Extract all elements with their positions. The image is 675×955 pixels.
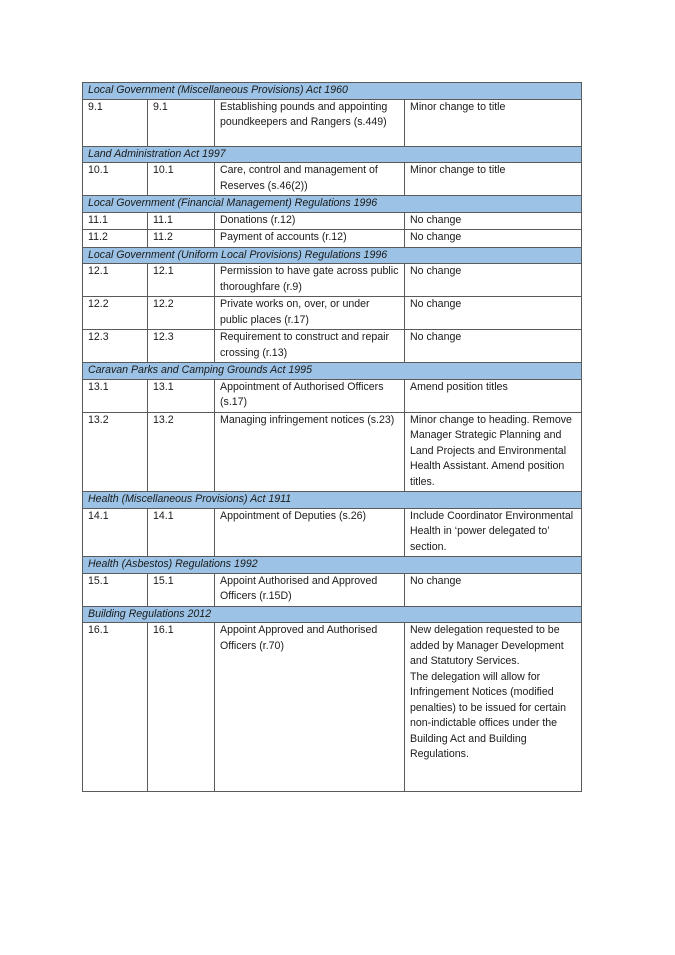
new-ref-cell: 11.1 — [148, 212, 215, 230]
comment-cell: No change — [405, 573, 582, 606]
description-cell: Private works on, over, or under public places (r.17) — [215, 297, 405, 330]
section-heading: Local Government (Miscellaneous Provisions) Act 1960 — [83, 83, 582, 100]
comment-cell: No change — [405, 264, 582, 297]
table-row — [83, 230, 582, 248]
section-heading: Local Government (Financial Management) Regulations 1996 — [83, 196, 582, 213]
section-heading: Land Administration Act 1997 — [83, 146, 582, 163]
section-heading: Health (Miscellaneous Provisions) Act 1911 — [83, 492, 582, 509]
section-heading-row — [83, 557, 582, 574]
section-heading-row — [83, 83, 582, 100]
comment-cell: Include Coordinator Environmental Health in ‘power delegated to’ section. — [405, 508, 582, 557]
table-row — [83, 412, 582, 492]
new-ref-cell: 14.1 — [148, 508, 215, 557]
comment-cell: No change — [405, 212, 582, 230]
table-row — [83, 297, 582, 330]
table-row — [83, 508, 582, 557]
new-ref-cell: 13.2 — [148, 412, 215, 492]
new-ref-cell: 10.1 — [148, 163, 215, 196]
section-heading: Caravan Parks and Camping Grounds Act 1995 — [83, 363, 582, 380]
description-cell: Care, control and management of Reserves (s.46(2)) — [215, 163, 405, 196]
comment-cell: No change — [405, 230, 582, 248]
ref-cell: 12.1 — [83, 264, 148, 297]
description-cell: Appoint Authorised and Approved Officers (r.15D) — [215, 573, 405, 606]
ref-cell: 10.1 — [83, 163, 148, 196]
section-heading-row — [83, 146, 582, 163]
description-cell: Establishing pounds and appointing poundkeepers and Rangers (s.449) — [215, 99, 405, 146]
ref-cell: 9.1 — [83, 99, 148, 146]
section-heading: Local Government (Uniform Local Provisions) Regulations 1996 — [83, 247, 582, 264]
section-heading-row — [83, 492, 582, 509]
description-cell: Donations (r.12) — [215, 212, 405, 230]
new-ref-cell: 11.2 — [148, 230, 215, 248]
ref-cell: 11.1 — [83, 212, 148, 230]
section-heading: Health (Asbestos) Regulations 1992 — [83, 557, 582, 574]
section-heading-row — [83, 247, 582, 264]
comment-cell: Amend position titles — [405, 379, 582, 412]
description-cell: Appoint Approved and Authorised Officers (r.70) — [215, 623, 405, 792]
comment-cell: Minor change to heading. Remove Manager Strategic Planning and Land Projects and Environmental Health Assistant. Amend position titles. — [405, 412, 582, 492]
new-ref-cell: 12.2 — [148, 297, 215, 330]
ref-cell: 13.1 — [83, 379, 148, 412]
new-ref-cell: 15.1 — [148, 573, 215, 606]
description-cell: Appointment of Deputies (s.26) — [215, 508, 405, 557]
comment-cell: No change — [405, 297, 582, 330]
new-ref-cell: 16.1 — [148, 623, 215, 792]
table-row — [83, 163, 582, 196]
delegations-table — [82, 82, 582, 792]
new-ref-cell: 12.1 — [148, 264, 215, 297]
description-cell: Payment of accounts (r.12) — [215, 230, 405, 248]
new-ref-cell: 9.1 — [148, 99, 215, 146]
description-cell: Managing infringement notices (s.23) — [215, 412, 405, 492]
section-heading-row — [83, 363, 582, 380]
table-row — [83, 379, 582, 412]
table-row — [83, 264, 582, 297]
new-ref-cell: 12.3 — [148, 330, 215, 363]
ref-cell: 15.1 — [83, 573, 148, 606]
description-cell: Permission to have gate across public thoroughfare (r.9) — [215, 264, 405, 297]
table-row — [83, 623, 582, 792]
ref-cell: 12.2 — [83, 297, 148, 330]
comment-cell: New delegation requested to be added by Manager Development and Statutory Services. The delegation will allow for Infringement Notices (modified penalties) to be issued for certain non-indictable offices under the Building Act and Building Regulations. — [405, 623, 582, 792]
table-row — [83, 330, 582, 363]
description-cell: Requirement to construct and repair crossing (r.13) — [215, 330, 405, 363]
table-row — [83, 573, 582, 606]
section-heading-row — [83, 606, 582, 623]
comment-cell: No change — [405, 330, 582, 363]
ref-cell: 16.1 — [83, 623, 148, 792]
comment-cell: Minor change to title — [405, 163, 582, 196]
ref-cell: 11.2 — [83, 230, 148, 248]
ref-cell: 12.3 — [83, 330, 148, 363]
ref-cell: 14.1 — [83, 508, 148, 557]
table-row — [83, 212, 582, 230]
description-cell: Appointment of Authorised Officers (s.17) — [215, 379, 405, 412]
section-heading-row — [83, 196, 582, 213]
table-row — [83, 99, 582, 146]
ref-cell: 13.2 — [83, 412, 148, 492]
comment-cell: Minor change to title — [405, 99, 582, 146]
section-heading: Building Regulations 2012 — [83, 606, 582, 623]
new-ref-cell: 13.1 — [148, 379, 215, 412]
